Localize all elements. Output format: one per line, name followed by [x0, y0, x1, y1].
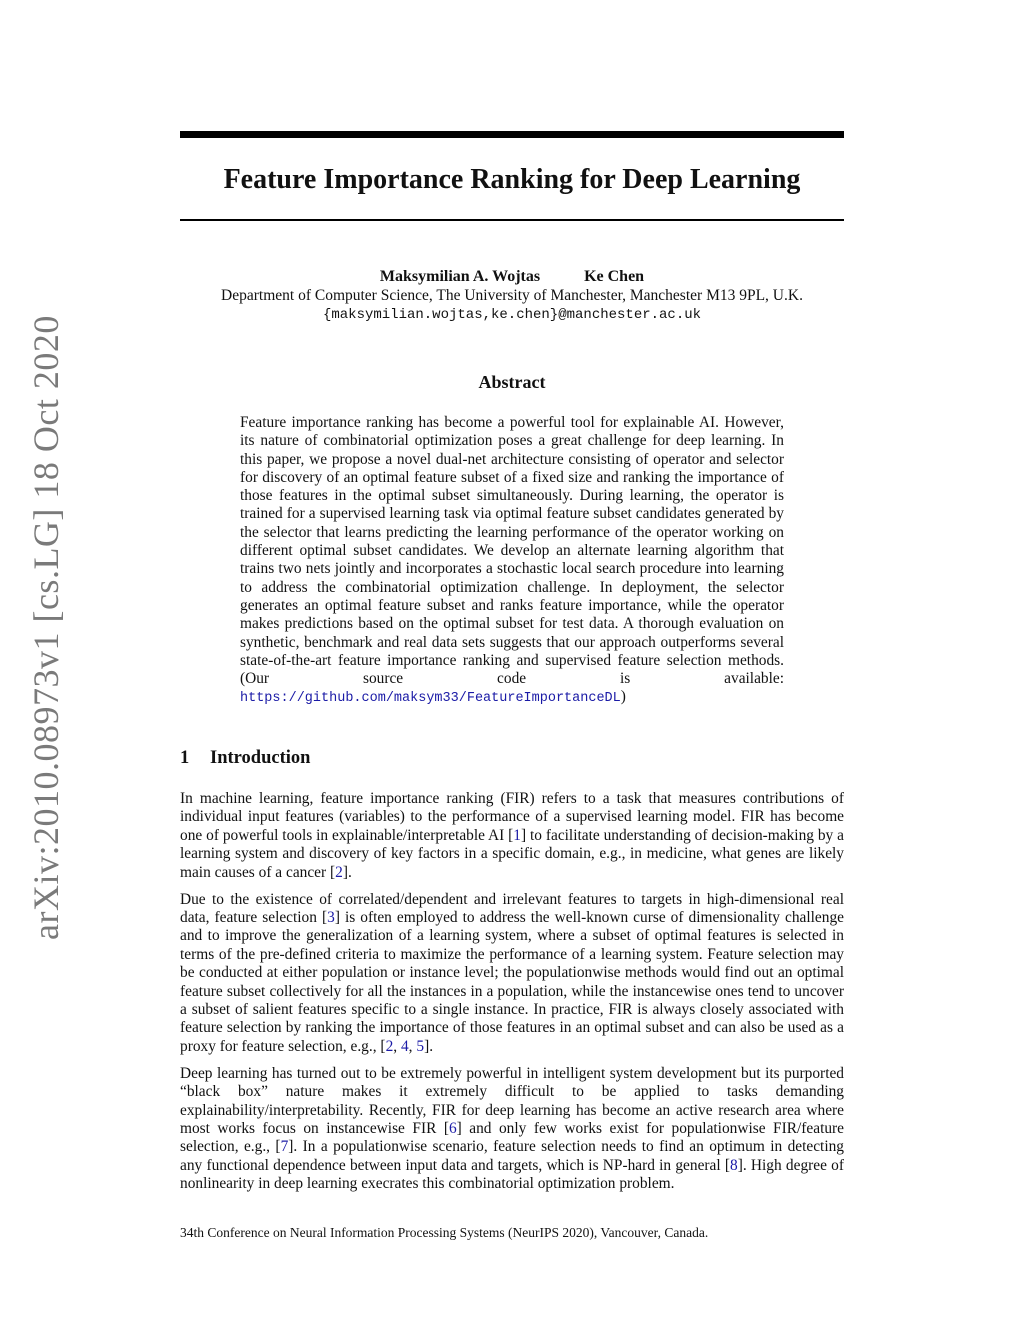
paragraph-text: Due to the existence of correlated/dependent and irrelevant features to targets in high-dimensional real data, feature selection [ — [180, 890, 844, 926]
abstract-heading: Abstract — [478, 372, 546, 392]
citation-link[interactable]: 5 — [416, 1037, 425, 1055]
paragraph-text: ] to facilitate understanding of decision-making by a learning system and discovery of key factors in a specific domain, e.g., in medicine, what genes are likely main causes of a cancer [ — [180, 826, 844, 881]
citation-link[interactable]: 7 — [280, 1138, 289, 1156]
paragraph-text: In machine learning, feature importance ranking (FIR) refers to a task that measures contributions of individual input features (variables) to the performance of a supervised learning model. FIR has become one of powerful tools in explainable/interpretable AI [ — [180, 790, 844, 844]
affiliation: Department of Computer Science, The University of Manchester, Manchester M13 9PL, U.K. — [221, 287, 803, 304]
conference-footnote: 34th Conference on Neural Information Processing Systems (NeurIPS 2020), Vancouver, Canada. — [180, 1225, 709, 1240]
section-title: Introduction — [210, 748, 311, 768]
paragraph — [180, 1065, 844, 1194]
author-name: Ke Chen — [584, 268, 645, 285]
section-number: 1 — [180, 748, 190, 768]
citation-link[interactable]: 2 — [385, 1037, 394, 1055]
paragraph-text: ]. — [424, 1037, 434, 1055]
paragraph-text: ] is often employed to address the well-known curse of dimensionality challenge and to improve the generalization of a learning system, where a subset of optimal features is selected in terms of the pre-defined criteria to maximize the performance of a learning system. Feature selection may be conducted at either population or instance level; the populationwise methods would find out an optimal feature subset collectively for all the instances in a population, while the instancewise ones tend to uncover a subset of salient features specific to a single instance. In practice, FIR is always closely associated with feature selection by ranking the importance of those features in an optimal subset and can also be used as a proxy for feature selection, e.g., [ — [180, 908, 844, 1055]
paragraph — [180, 891, 844, 1057]
citation-link[interactable]: 2 — [335, 863, 343, 881]
paper-title: Feature Importance Ranking for Deep Learning — [223, 164, 801, 195]
paragraph-text: Deep learning has turned out to be extremely powerful in intelligent system development but its purported “black box” nature makes it extremely difficult to be applied to tasks demanding explainability/interpretability. Recently, FIR for deep learning has become an active research area where most works focus on instancewise FIR [ — [180, 1064, 844, 1137]
paragraph-text: , — [393, 1037, 401, 1055]
citation-link[interactable]: 8 — [730, 1156, 738, 1174]
arxiv-stamp: arXiv:2010.08973v1 [cs.LG] 18 Oct 2020 — [26, 315, 66, 940]
introduction-body — [180, 790, 844, 1202]
abstract-body — [240, 414, 784, 709]
citation-link[interactable]: 6 — [448, 1119, 457, 1137]
paragraph-text: ] and only few works exist for populationwise FIR/feature selection, e.g., [ — [180, 1119, 844, 1156]
author-email: {maksymilian.wojtas,ke.chen}@manchester.ac.uk — [322, 307, 702, 323]
citation-link[interactable]: 4 — [400, 1037, 409, 1055]
abstract-text: Feature importance ranking has become a powerful tool for explainable AI. However, its nature of combinatorial optimization poses a great challenge for deep learning. In this paper, we propose a novel dual-net architecture consisting of operator and selector for discovery of an optimal feature subset of a fixed size and ranking the importance of those features in the optimal subset simultaneously. During learning, the operator is trained for a supervised learning task via optimal feature subset candidates generated by the selector that learns predicting the learning performance of the operator working on different optimal subset candidates. We develop an alternate learning algorithm that trains two nets jointly and incorporates a stochastic local search procedure into learning to address the combinatorial optimization challenge. In deployment, the selector generates an optimal feature subset and ranks feature importance, while the operator makes predictions based on the optimal subset for test data. A thorough evaluation on synthetic, benchmark and real data sets suggests that our approach outperforms several state-of-the-art feature importance ranking and supervised feature selection methods. (Our source code is available: — [240, 414, 784, 688]
paragraph-text: ]. High degree of nonlinearity in deep learning execrates this combinatorial optimization problem. — [180, 1156, 844, 1193]
paragraph-text: , — [408, 1037, 417, 1055]
title-rule-top — [180, 131, 844, 138]
paragraph-text: ]. — [342, 863, 352, 881]
citation-link[interactable]: 1 — [513, 826, 521, 844]
author-block — [180, 266, 844, 288]
title-rule-bottom — [180, 219, 844, 221]
source-code-link[interactable]: https://github.com/maksym33/FeatureImportanceDL — [240, 691, 621, 707]
author-name: Maksymilian A. Wojtas — [379, 268, 541, 285]
section-heading — [180, 746, 844, 770]
paragraph — [180, 790, 844, 882]
abstract-close: ) — [620, 688, 626, 706]
paragraph-text: ]. In a populationwise scenario, feature selection needs to find an optimum in detecting any functional dependence between input data and targets, which is NP-hard in general [ — [180, 1138, 844, 1174]
citation-link[interactable]: 3 — [327, 908, 335, 926]
